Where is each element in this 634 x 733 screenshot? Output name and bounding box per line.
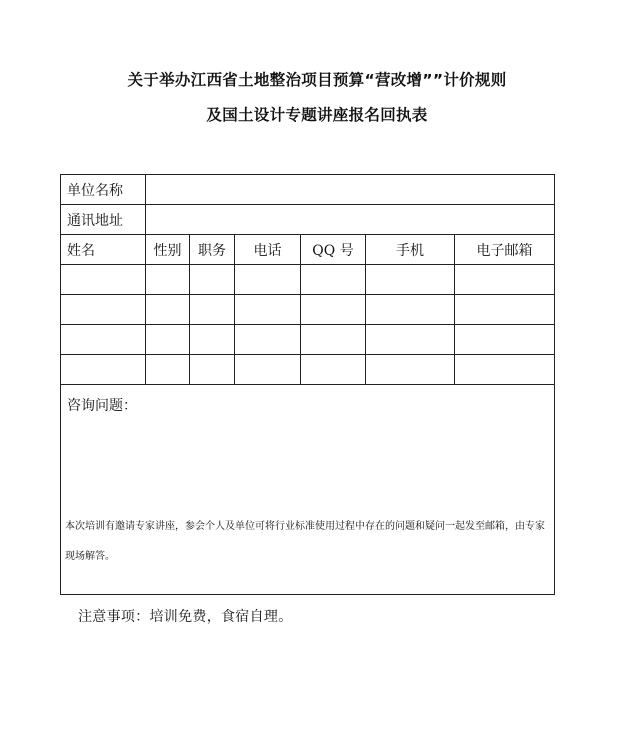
- qq-cell[interactable]: [301, 295, 366, 325]
- question-cell[interactable]: [61, 385, 555, 595]
- phone-cell[interactable]: [235, 355, 301, 385]
- name-cell[interactable]: [61, 265, 146, 295]
- column-header-qq: QQ 号: [301, 235, 366, 265]
- gender-cell[interactable]: [146, 325, 190, 355]
- phone-cell[interactable]: [235, 295, 301, 325]
- email-cell[interactable]: [455, 265, 555, 295]
- unit-name-field[interactable]: [146, 175, 555, 205]
- mobile-cell[interactable]: [366, 265, 455, 295]
- address-label: 通讯地址: [61, 205, 146, 235]
- column-header-email: 电子邮箱: [455, 235, 555, 265]
- mobile-cell[interactable]: [366, 325, 455, 355]
- position-cell[interactable]: [190, 265, 235, 295]
- table-row: [61, 265, 555, 295]
- name-cell[interactable]: [61, 325, 146, 355]
- mobile-cell[interactable]: [366, 355, 455, 385]
- column-header-gender: 性别: [146, 235, 190, 265]
- qq-cell[interactable]: [301, 325, 366, 355]
- column-header-phone: 电话: [235, 235, 301, 265]
- table-row: [61, 325, 555, 355]
- position-cell[interactable]: [190, 295, 235, 325]
- registration-form-table: [60, 174, 555, 595]
- gender-cell[interactable]: [146, 265, 190, 295]
- footer-note: 注意事项：培训免费，食宿自理。: [78, 609, 293, 625]
- email-cell[interactable]: [455, 325, 555, 355]
- position-cell[interactable]: [190, 325, 235, 355]
- phone-cell[interactable]: [235, 325, 301, 355]
- position-cell[interactable]: [190, 355, 235, 385]
- name-cell[interactable]: [61, 355, 146, 385]
- email-cell[interactable]: [455, 355, 555, 385]
- table-row: [61, 355, 555, 385]
- qq-cell[interactable]: [301, 355, 366, 385]
- column-header-mobile: 手机: [366, 235, 455, 265]
- column-header-position: 职务: [190, 235, 235, 265]
- form-title-line-2: 及国土设计专题讲座报名回执表: [206, 106, 428, 124]
- name-cell[interactable]: [61, 295, 146, 325]
- column-header-name: 姓名: [61, 235, 146, 265]
- email-cell[interactable]: [455, 295, 555, 325]
- table-header-row: [61, 235, 555, 265]
- table-row: [61, 295, 555, 325]
- mobile-cell[interactable]: [366, 295, 455, 325]
- unit-name-label: 单位名称: [61, 175, 146, 205]
- qq-cell[interactable]: [301, 265, 366, 295]
- form-title-line-1: 关于举办江西省土地整治项目预算“营改增””计价规则: [127, 71, 507, 89]
- phone-cell[interactable]: [235, 265, 301, 295]
- question-note: 本次培训有邀请专家讲座，参会个人及单位可将行业标准使用过程中存在的问题和疑问一起发至邮箱，由专家现场解答。: [65, 521, 545, 562]
- gender-cell[interactable]: [146, 295, 190, 325]
- gender-cell[interactable]: [146, 355, 190, 385]
- address-field[interactable]: [146, 205, 555, 235]
- question-label: 咨询问题：: [67, 398, 137, 414]
